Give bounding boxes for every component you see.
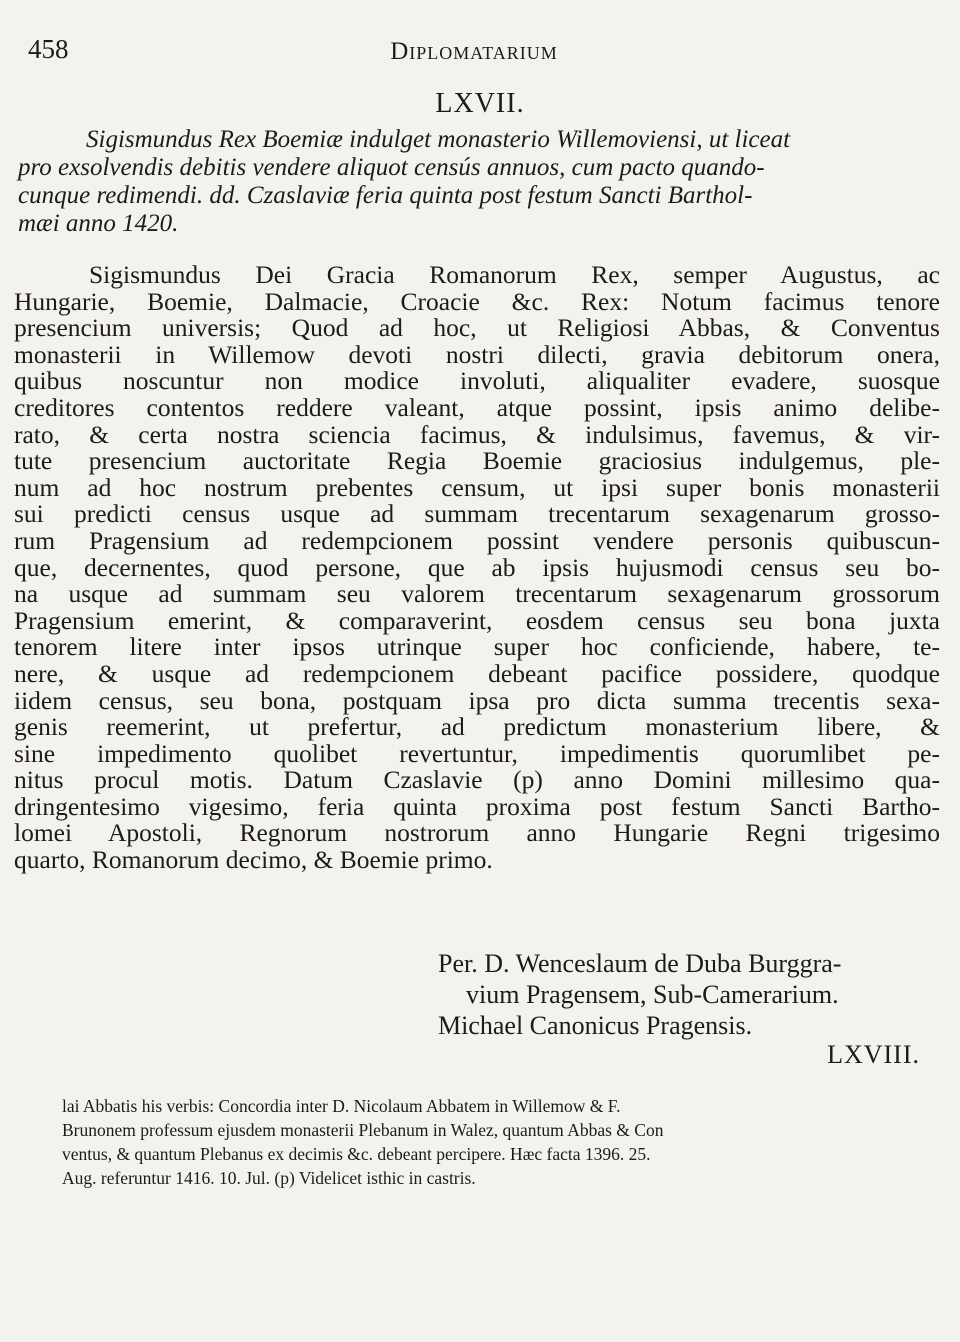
body-line: Pragensium emerint, & comparaverint, eosdem census seu bona juxta	[14, 605, 940, 635]
body-line: presencium universis; Quod ad hoc, ut Religiosi Abbas, & Conventus	[14, 313, 940, 343]
summary-line: Sigismundus Rex Boemiæ indulget monasterio Willemoviensi, ut liceat	[86, 126, 791, 153]
body-line: sui predicti census usque ad summam trecentarum sexagenarum grosso-	[14, 499, 940, 529]
footnote-line: Brunonem professum ejusdem monasterii Plebanum in Walez, quantum Abbas & Con	[62, 1120, 664, 1140]
document-number: LXVII.	[435, 88, 525, 119]
body-line: num ad hoc nostrum prebentes censum, ut ipsi super bonis monasterii	[14, 472, 940, 502]
signature-block	[438, 948, 938, 1041]
body-line: na usque ad summam seu valorem trecentarum sexagenarum grossorum	[14, 579, 940, 609]
body-line: lomei Apostoli, Regnorum nostrorum anno Hungarie Regni trigesimo	[14, 818, 940, 848]
footnote	[62, 1094, 902, 1190]
body-line: iidem census, seu bona, postquam ipsa pro dicta summa trecentis sexa-	[14, 685, 940, 715]
charter-text	[14, 262, 940, 874]
body-line: quibus noscuntur non modice involuti, aliqualiter evadere, suosque	[14, 366, 940, 396]
body-line: sine impedimento quolibet revertuntur, impedimentis quorumlibet pe-	[14, 738, 940, 768]
footnote-line: Aug. referuntur 1416. 10. Jul. (p) Videlicet isthic in castris.	[62, 1168, 476, 1188]
signature-line: Per. D. Wenceslaum de Duba Burggra-	[438, 949, 842, 978]
body-line: que, decernentes, quod persone, que ab ipsis hujusmodi census seu bo-	[14, 552, 940, 582]
body-line: monasterii in Willemow devoti nostri dilecti, gravia debitorum onera,	[14, 339, 940, 369]
summary-line: cunque redimendi. dd. Czaslaviæ feria quinta post festum Sancti Barthol-	[18, 182, 753, 209]
body-line: rato, & certa nostra sciencia facimus, & indulsimus, favemus, & vir-	[14, 419, 940, 449]
body-line: nere, & usque ad redempcionem debeant pacifice possidere, quodque	[14, 658, 940, 688]
running-title: Diplomatarium	[390, 38, 558, 65]
body-line: Hungarie, Boemie, Dalmacie, Croacie &c. Rex: Notum facimus tenore	[14, 286, 940, 316]
document-summary	[18, 126, 938, 238]
body-line: dringentesimo vigesimo, feria quinta proxima post festum Sancti Bartho-	[14, 791, 940, 821]
signature-line: Michael Canonicus Pragensis.	[438, 1011, 753, 1040]
signature-line: vium Pragensem, Sub-Camerarium.	[466, 980, 839, 1009]
body-line: Sigismundus Dei Gracia Romanorum Rex, semper Augustus, ac	[89, 260, 940, 289]
body-line: tute presencium auctoritate Regia Boemie graciosius indulgemus, ple-	[14, 446, 940, 476]
body-line: creditores contentos reddere valeant, atque possint, ipsis animo delibe-	[14, 392, 940, 422]
page-number: 458	[28, 34, 69, 64]
body-line: nitus procul motis. Datum Czaslavie (p) anno Domini millesimo qua-	[14, 765, 940, 795]
body-line: tenorem litere inter ipsos utrinque super hoc conficiende, habere, te-	[14, 632, 940, 662]
footnote-line: lai Abbatis his verbis: Concordia inter D. Nicolaum Abbatem in Willemow & F.	[62, 1096, 621, 1116]
body-line: genis reemerint, ut prefertur, ad predictum monasterium libere, &	[14, 712, 940, 742]
body-line: quarto, Romanorum decimo, & Boemie primo.	[14, 845, 493, 875]
page-header	[28, 30, 920, 70]
summary-line: mæi anno 1420.	[18, 210, 179, 237]
body-line: rum Pragensium ad redempcionem possint vendere personis quibuscun-	[14, 525, 940, 555]
summary-line: pro exsolvendis debitis vendere aliquot censús annuos, cum pacto quando-	[18, 154, 765, 181]
next-document-number: LXVIII.	[827, 1040, 920, 1069]
footnote-line: ventus, & quantum Plebanus ex decimis &c. debeant percipere. Hæc facta 1396. 25.	[62, 1144, 651, 1164]
